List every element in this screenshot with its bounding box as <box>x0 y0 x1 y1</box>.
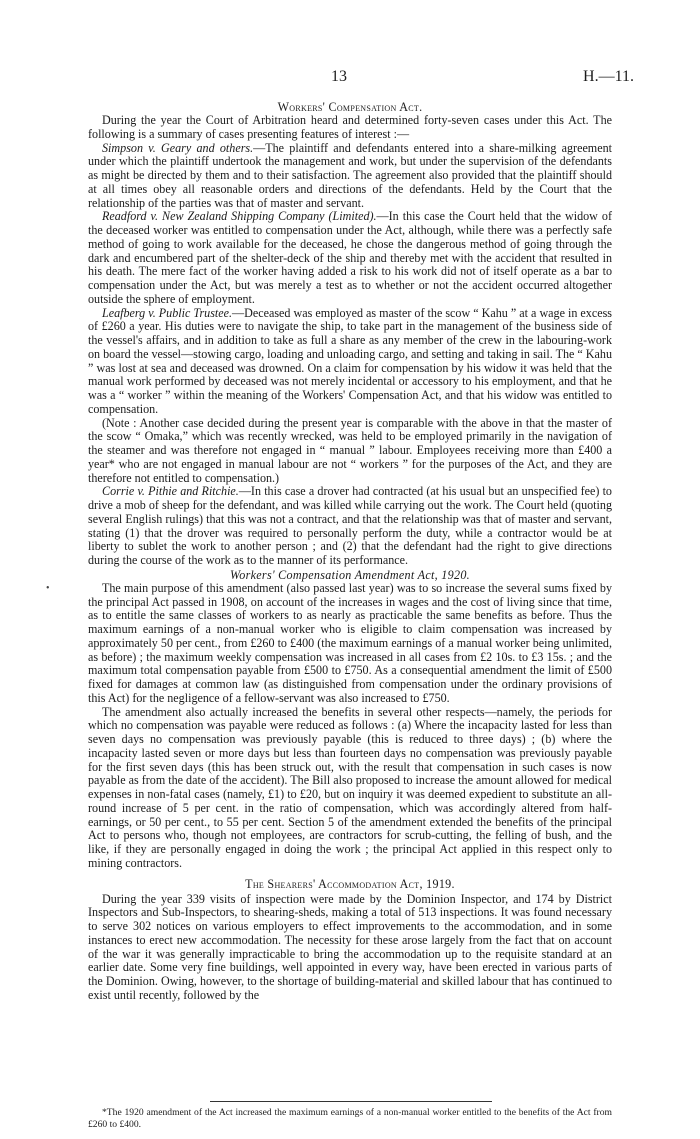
page-header <box>0 68 700 92</box>
case-leafberg-paragraph <box>88 307 612 417</box>
document-body <box>88 100 612 1003</box>
workers-intro-paragraph: During the year the Court of Arbitration heard and determined forty-seven cases under this Act. The following is a summary of cases presenting features of interest :— <box>88 113 612 141</box>
case-simpson-paragraph <box>88 142 612 211</box>
footnote: *The 1920 amendment of the Act increased the maximum earnings of a non-manual worker entitled to the benefits of the Act from £260 to £400. <box>88 1107 612 1130</box>
note-paragraph: (Note : Another case decided during the present year is comparable with the above in that the master of the scow “ Omaka,” which was recently wrecked, was held to be employed primarily in the navigation of the steamer and was therefore not engaged in “ manual ” labour. Employees receiving more than £400 a year* who are not engaged in manual labour are not “ workers ” for the purposes of the Act, and they are therefore not entitled to compensation.) <box>88 415 612 485</box>
margin-mark: • <box>46 583 50 594</box>
case-text-readford: —In this case the Court held that the widow of the deceased worker was entitled to compensation under the Act, although, while there was a perfectly safe method of going to work available for the deceased, he chose the dangerous method of going through the dark and encumbered part of the shelter-deck of the ship and thereby met with the accident that resulted in his death. The mere fact of the worker having added a risk to his work did not of itself operate as a bar to compensation under the Act, but was merely a test as to whether or not the accident occurred altogether outside the sphere of employment. <box>88 209 612 306</box>
case-name-readford: Readford v. New Zealand Shipping Company (Limited). <box>102 209 377 224</box>
case-corrie-paragraph <box>88 485 612 568</box>
section-heading-shearers-accommodation: The Shearers' Accommodation Act, 1919. <box>245 876 455 891</box>
amendment-paragraph-1: The main purpose of this amendment (also passed last year) was to so increase the several sums fixed by the principal Act passed in 1908, on account of the increases in wages and the cost of living since that time, as to entitle the same classes of workers to as nearly as practicable the same benefits as before. Thus the maximum earnings of a non-manual worker who is eligible to claim compensation was increased by approximately 50 per cent., from £260 to £400 (the maximum earnings of a manual worker being unlimited, as before) ; the maximum weekly compensation was increased in all cases from £2 10s. to £3 15s. ; and the maximum total compensation payable from £500 to £750. As a consequential amendment the limit of £500 fixed for damages at common law (as distinguished from compensation under the ordinary provisions of this Act) for the negligence of a fellow-servant was also increased to £750. <box>88 580 612 705</box>
section-heading-amendment-act: Workers' Compensation Amendment Act, 1920. <box>229 567 471 582</box>
case-text-simpson: —The plaintiff and defendants entered into a share-milking agreement under which the plaintiff undertook the management and work, but under the supervision of the defendants as might be directed by them and to their satisfaction. The agreement also provided that the plaintiff should at all times obey all reasonable orders and directions of the defendants. Held by the Court that the relationship of the parties was that of master and servant. <box>88 140 612 210</box>
case-name-simpson: Simpson v. Geary and others. <box>102 140 254 155</box>
shearers-paragraph-1: During the year 339 visits of inspection were made by the Dominion Inspector, and 174 by District Inspectors and Sub-Inspectors, to shearing-sheds, making a total of 513 inspections. It was found necessary to serve 302 notices on various employers to effect improvements to the accommodation, and in some instances to erect new accommodation. The necessity for these arose largely from the fact that on account of the war it was generally impracticable to bring the accommodation up to the requisite standard at an earlier date. Some very fine buildings, well appointed in every way, have been erected in various parts of the Dominion. Owing, however, to the shortage of building-material and skilled labour that has continued to exist until recently, followed by the <box>88 891 612 1002</box>
case-readford-paragraph <box>88 210 612 306</box>
page-number: 13 <box>331 68 347 85</box>
case-text-leafberg: —Deceased was employed as master of the scow “ Kahu ” at a wage in excess of £260 a year. His duties were to navigate the ship, to take part in the management of the business side of the vessel's affairs, and in addition to take as full a share as any member of the crew in the labouring-work on board the vessel—stowing cargo, loading and unloading cargo, and setting and taking in sail. The “ Kahu ” was lost at sea and deceased was drowned. On a claim for compensation by his widow it was held that the manual work performed by deceased was not merely incidental or accessory to his employment, and that he was a “ worker ” within the meaning of the Workers' Compensation Act, and that his widow was entitled to compensation. <box>88 305 612 416</box>
footnote-divider <box>210 1101 492 1102</box>
case-text-corrie: —In this case a drover had contracted (at his usual but an unspecified fee) to drive a mob of sheep for the defendant, and was killed while carrying out the work. The Court held (quoting several English rulings) that this was not a contract, and that the relationship was that of master and servant, stating (1) that the drover was required to personally perform the duty, while a contractor would be at liberty to sublet the work to another person ; and (2) that the defendant had the right to give directions during the course of the work as to the manner of its performance. <box>88 484 612 567</box>
case-name-corrie: Corrie v. Pithie and Ritchie. <box>102 484 239 499</box>
section-heading-workers-compensation: Workers' Compensation Act. <box>277 100 423 114</box>
amendment-paragraph-2: The amendment also actually increased the benefits in several other respects—namely, the periods for which no compensation was payable were reduced as follows : (a) Where the incapacity lasted for less than seven days no compensation was previously payable (this is reduced to three days) ; (b) where the incapacity lasted seven or more days but less than fourteen days no compensation was previously payable for the first seven days (this has been struck out, with the result that compensation in such cases is now payable as from the date of the accident). The Bill also proposed to increase the amount allowed for medical expenses in non-fatal cases (namely, £1) to £20, but on inquiry it was deemed expedient to substitute an all-round increase of 5 per cent. in the ratio of compensation, which was accordingly altered from half-earnings, or 50 per cent., to 55 per cent. Section 5 of the amendment extended the benefits of the principal Act to persons who, though not employees, are contractors for scrub-cutting, the felling of bush, and the like, if they are personally engaged in doing the work ; the principal Act applied in this respect only to mining contractors. <box>88 704 612 870</box>
document-code: H.—11. <box>583 68 634 85</box>
case-name-leafberg: Leafberg v. Public Trustee. <box>102 305 233 320</box>
